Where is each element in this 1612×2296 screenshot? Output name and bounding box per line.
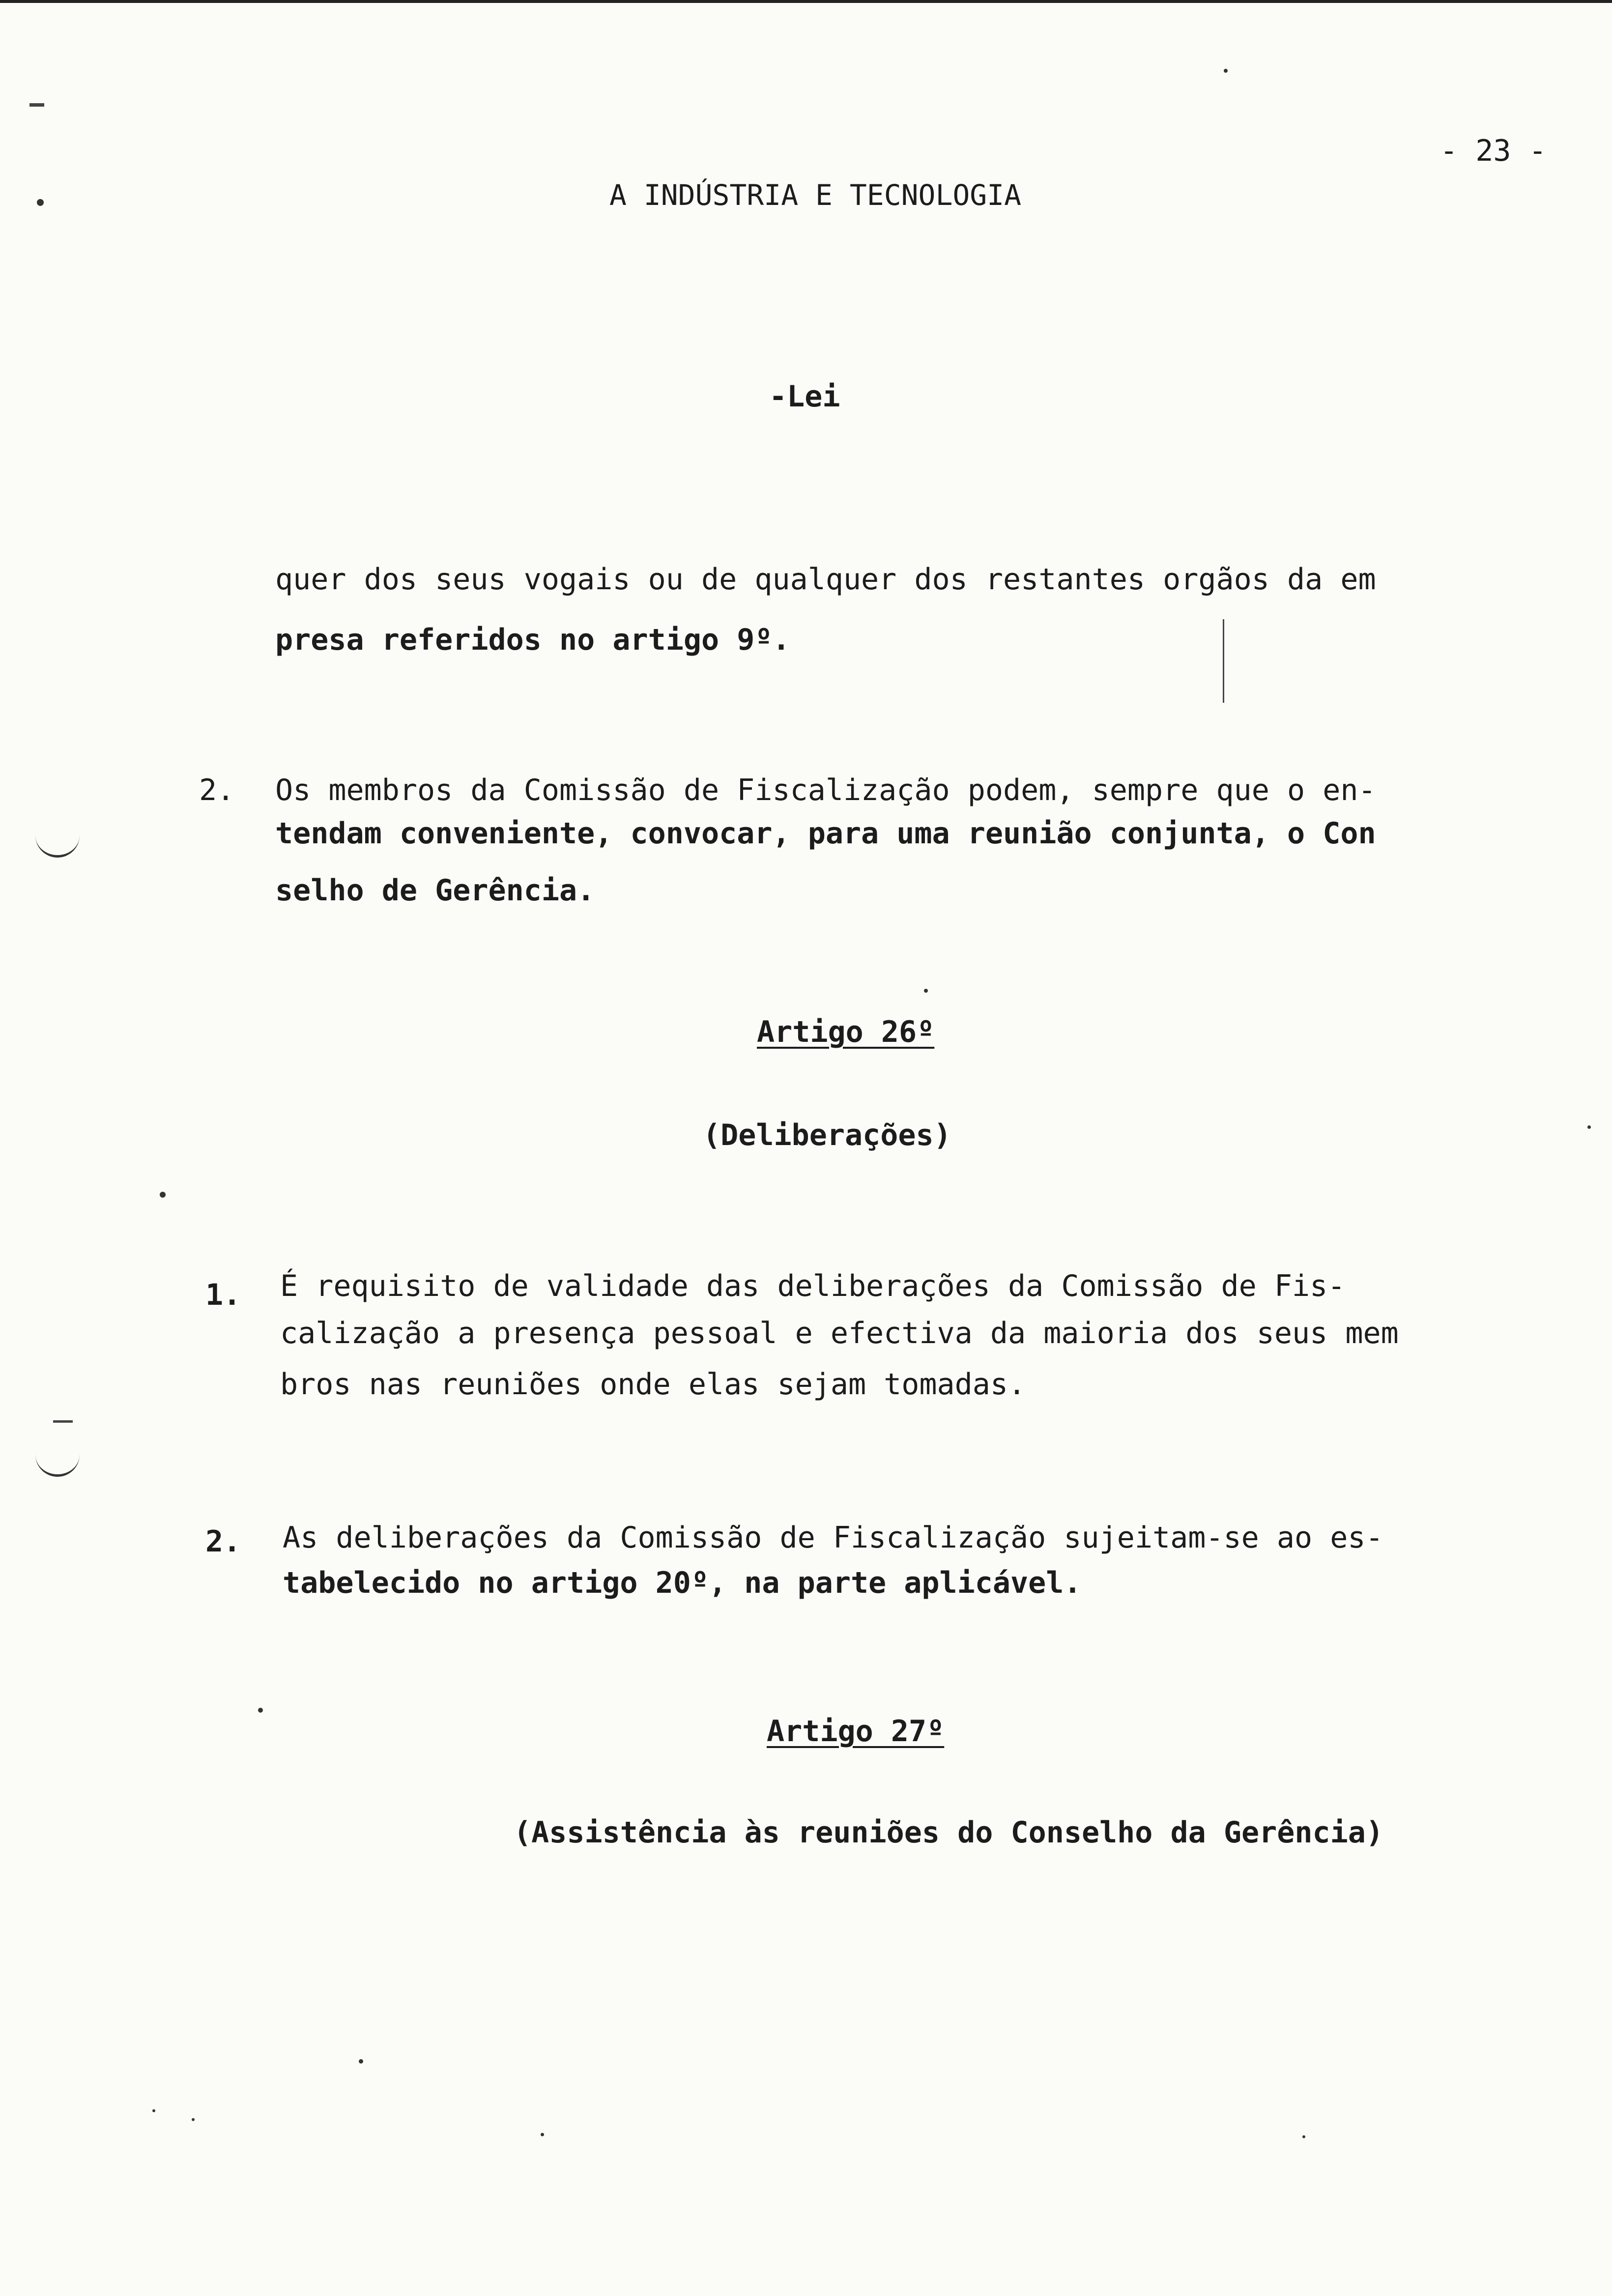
article26-item2-line-2: tabelecido no artigo 20º, na parte aplicável.	[283, 1566, 1082, 1600]
article26-item1-line-1: É requisito de validade das deliberações da Comissão de Fis-	[280, 1269, 1346, 1303]
article26-item2-line-1: As deliberações da Comissão de Fiscalização sujeitam-se ao es-	[283, 1521, 1383, 1555]
speck	[192, 2118, 195, 2121]
item-number-2-top: 2.	[199, 773, 235, 807]
article-27-heading: Artigo 27º	[767, 1714, 945, 1749]
speck	[1587, 1125, 1591, 1129]
speck	[258, 1708, 263, 1713]
margin-punch-mark-1	[35, 831, 80, 858]
item2-top-line-3: selho de Gerência.	[275, 873, 595, 908]
article-26-subtitle: (Deliberações)	[703, 1118, 951, 1152]
speck	[1224, 69, 1228, 73]
section-label: -Lei	[769, 379, 840, 414]
speck	[37, 199, 44, 206]
article26-item1-line-3: bros nas reuniões onde elas sejam tomadas.	[280, 1367, 1026, 1402]
article-26-heading: Artigo 26º	[757, 1015, 935, 1049]
item2-top-line-2: tendam conveniente, convocar, para uma reunião conjunta, o Con	[275, 816, 1376, 851]
item-number-1: 1.	[205, 1278, 241, 1312]
margin-tick-mark	[29, 103, 44, 107]
speck	[1302, 2135, 1305, 2138]
page-top-border	[0, 0, 1612, 3]
document-title: A INDÚSTRIA E TECNOLOGIA	[609, 178, 1022, 212]
margin-dash-mark	[53, 1420, 73, 1423]
continuation-line-1: quer dos seus vogais ou de qualquer dos restantes orgãos da em	[275, 562, 1376, 597]
speck	[541, 2133, 544, 2136]
speck	[152, 2109, 155, 2112]
speck	[160, 1192, 166, 1198]
speck	[924, 989, 928, 993]
margin-punch-mark-2	[35, 1450, 80, 1477]
item-number-2: 2.	[205, 1524, 241, 1559]
page-number: - 23 -	[1440, 134, 1547, 168]
article-27-subtitle: (Assistência às reuniões do Conselho da Gerência)	[514, 1815, 1384, 1850]
speck	[359, 2059, 363, 2064]
continuation-line-2: presa referidos no artigo 9º.	[275, 623, 790, 657]
item2-top-line-1: Os membros da Comissão de Fiscalização podem, sempre que o en-	[275, 773, 1376, 807]
vertical-stray-line	[1223, 619, 1224, 703]
article26-item1-line-2: calização a presença pessoal e efectiva da maioria dos seus mem	[280, 1316, 1399, 1350]
